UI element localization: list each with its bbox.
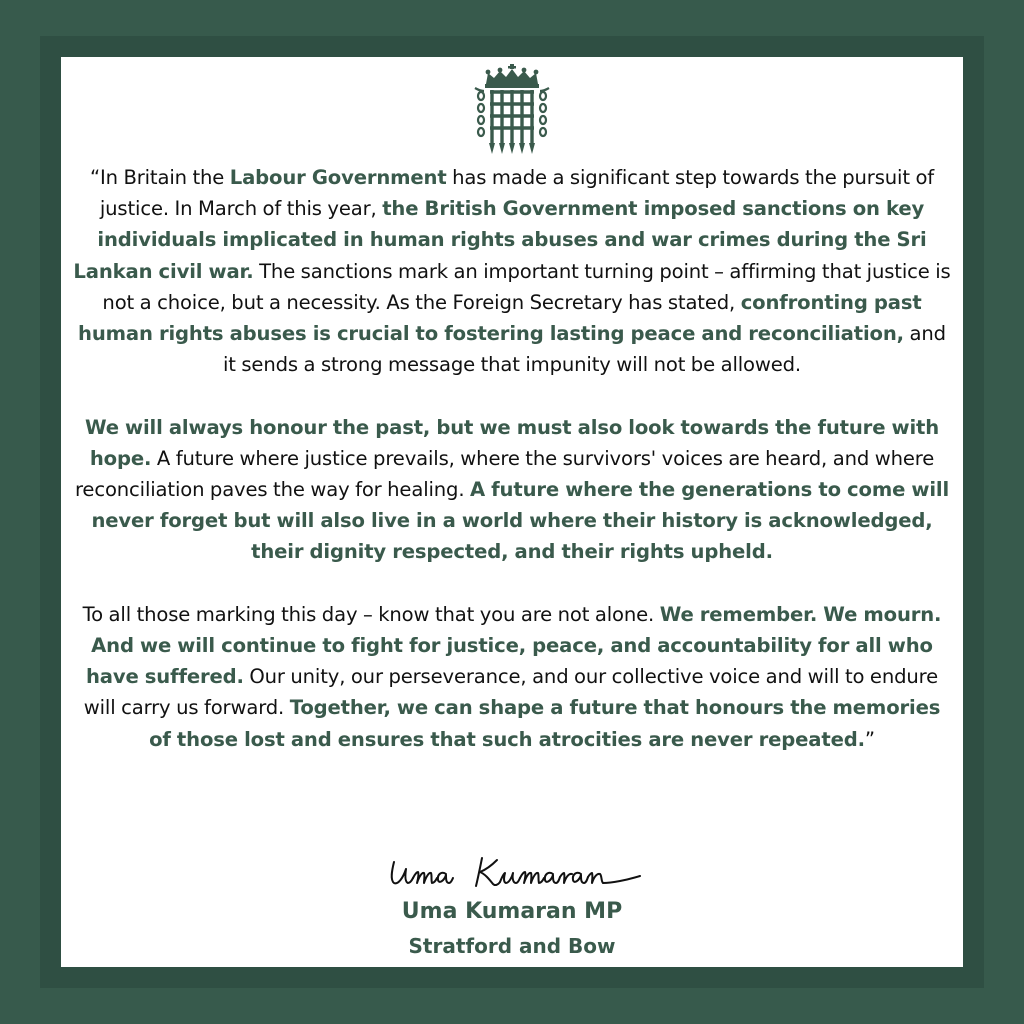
portcullis-icon bbox=[472, 64, 552, 158]
statement-emphasis: Together, we can shape a future that honours the memories of those lost and ensures that such atrocities are never repeated. bbox=[149, 696, 941, 751]
statement-text: ” bbox=[864, 727, 875, 751]
signatory-name: Uma Kumaran MP bbox=[401, 899, 623, 924]
statement-emphasis: A future where the generations to come will never forget but will also live in a world where their history is acknowledged, their dignity respected, and their rights upheld. bbox=[91, 478, 950, 564]
signatory-constituency: Stratford and Bow bbox=[408, 934, 616, 958]
handwritten-signature bbox=[372, 852, 652, 898]
statement-text: The sanctions mark an important turning point – affirming that justice is not a choice, but a necessity. As the Foreign Secretary has stated, bbox=[102, 259, 951, 314]
statement-paragraph bbox=[70, 599, 954, 755]
statement-emphasis: We will always honour the past, but we must also look towards the future with hope. bbox=[84, 415, 940, 470]
statement-emphasis: We remember. We mourn. And we will continue to fight for justice, peace, and accountability for all who have suffered. bbox=[85, 602, 942, 689]
statement-text: To all those marking this day – know that you are not alone. bbox=[82, 602, 660, 626]
statement-emphasis: confronting past human rights abuses is crucial to fostering lasting peace and reconciliation, bbox=[78, 290, 922, 346]
statement-text: has made a significant step towards the pursuit of justice. In March of this year, bbox=[99, 166, 935, 221]
statement-emphasis: Labour Government bbox=[229, 166, 447, 189]
statement-text: and it sends a strong message that impunity will not be allowed. bbox=[222, 322, 946, 377]
statement-emphasis: the British Government imposed sanctions on key individuals implicated in human rights abuses and war crimes during the Sri Lankan civil war. bbox=[73, 197, 927, 283]
statement-text: “In Britain the bbox=[89, 166, 230, 189]
statement-body bbox=[70, 162, 954, 755]
statement-paragraph bbox=[70, 162, 954, 380]
statement-paragraph bbox=[70, 412, 954, 568]
statement-text: Our unity, our perseverance, and our collective voice and will to endure will carry us forward. bbox=[83, 665, 939, 720]
statement-text: A future where justice prevails, where the survivors' voices are heard, and where reconciliation paves the way for healing. bbox=[74, 446, 935, 502]
